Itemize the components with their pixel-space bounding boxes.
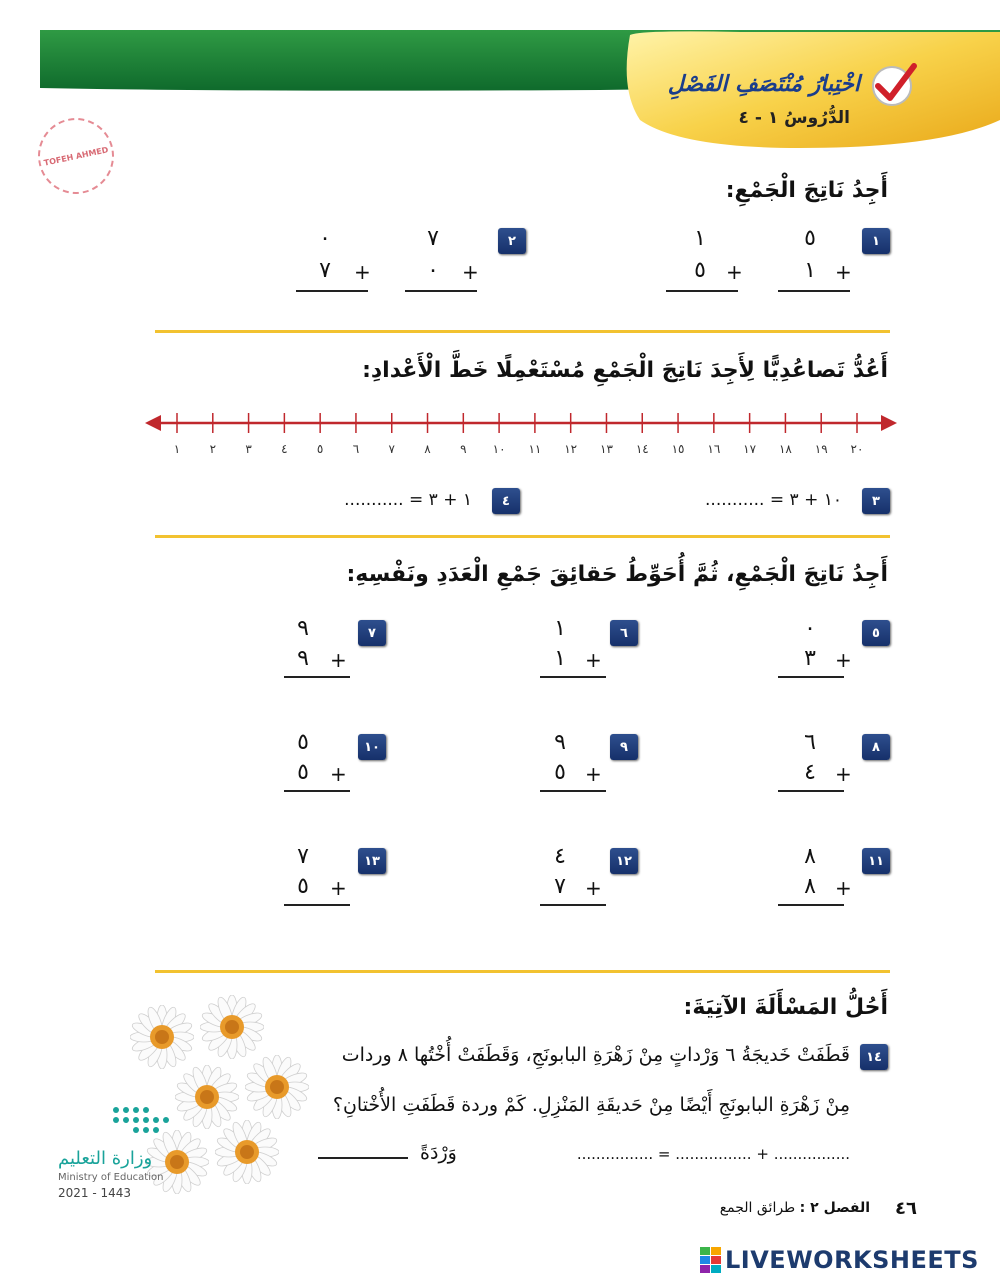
plus-sign: + (354, 260, 371, 284)
problem3-expression-text: ١٠ + ٣ = (769, 490, 842, 510)
problem-badge: ٣ (862, 488, 890, 514)
number-line-label: ٣ (245, 442, 252, 456)
page-number: ٤٦ (895, 1198, 917, 1219)
chapter-label (720, 1200, 870, 1216)
number-line-label: ٢٠ (850, 442, 864, 456)
word-problem-line1: قَطَفَتْ خَديجَةُ ٦ وَرْداتٍ مِنْ زَهْرَةِ البابونَجِ، وَقَطَفَتْ أُخْتُها ٨ وردات (341, 1044, 850, 1066)
answer-equals: = (657, 1145, 671, 1163)
unit-answer-line[interactable] (318, 1157, 408, 1159)
number-line-label: ١٧ (743, 442, 757, 456)
answer-line[interactable] (540, 904, 606, 906)
problem2-bottom-b: ٧ (319, 258, 331, 283)
plus-sign: + (726, 260, 743, 284)
number-line-label: ١٨ (778, 442, 792, 456)
answer-line[interactable] (778, 904, 844, 906)
problem-badge: ٧ (358, 620, 386, 646)
addend-bottom: ٥ (554, 760, 566, 785)
daisy-flower (245, 1055, 309, 1123)
problem4-expression (344, 490, 472, 510)
ministry-dots-icon (106, 1100, 196, 1140)
number-line-label: ٤ (281, 442, 288, 456)
answer-unit (318, 1142, 457, 1164)
addend-bottom: ٣ (804, 646, 816, 671)
number-line (145, 405, 905, 475)
addend-bottom: ٥ (297, 760, 309, 785)
ministry-arabic: وزارة التعليم (58, 1148, 153, 1169)
number-line-label: ١٠ (492, 442, 506, 456)
section4-heading: أَحُلُّ المَسْأَلَةَ الآتِيَةَ: (683, 995, 888, 1020)
answer-line[interactable] (540, 676, 606, 678)
problem-badge: ٨ (862, 734, 890, 760)
answer-line[interactable] (296, 290, 368, 292)
answer-line[interactable] (284, 676, 350, 678)
problem3-expression (705, 490, 842, 510)
daisy-flower (130, 1005, 194, 1073)
answer-line[interactable] (778, 790, 844, 792)
divider (155, 970, 890, 973)
watermark-logo-icon (700, 1247, 722, 1273)
problem-badge: ٦ (610, 620, 638, 646)
page-title: اخْتِبارُ مُنْتَصَفِ الفَصْلِ (667, 72, 860, 97)
addend-top: ٩ (297, 616, 309, 641)
number-line-label: ١ (173, 442, 181, 456)
number-line-label: ١٩ (814, 442, 828, 456)
answer-line[interactable] (540, 790, 606, 792)
problem-badge: ١ (862, 228, 890, 254)
answer-unit-text: وَرْدَةً (420, 1142, 457, 1164)
answer-blank-1[interactable]: ................ (773, 1145, 850, 1163)
answer-line[interactable] (284, 904, 350, 906)
addend-bottom: ٧ (554, 874, 566, 899)
addend-bottom: ٥ (297, 874, 309, 899)
daisy-flower (200, 995, 264, 1063)
plus-sign: + (585, 648, 602, 672)
plus-sign: + (585, 762, 602, 786)
addend-top: ١ (554, 616, 566, 641)
problem-badge: ١٢ (610, 848, 638, 874)
problem3-blank[interactable]: ........... (705, 490, 765, 510)
number-line-label: ١٥ (671, 442, 685, 456)
problem4-expression-text: ١ + ٣ = (409, 490, 472, 510)
addend-bottom: ٨ (804, 874, 816, 899)
problem1-bottom-a: ١ (804, 258, 816, 283)
answer-line[interactable] (284, 790, 350, 792)
chapter-title: طرائق الجمع (719, 1200, 796, 1216)
number-line-label: ١٤ (635, 442, 649, 456)
problem-badge: ٥ (862, 620, 890, 646)
problem2-bottom-a: ٠ (427, 258, 439, 283)
ministry-english: Ministry of Education (58, 1172, 164, 1183)
problem-badge: ١٣ (358, 848, 386, 874)
problem1-top-a: ٥ (804, 226, 816, 251)
number-line-label: ٢ (209, 442, 217, 456)
number-line-label: ٩ (460, 442, 467, 456)
section3-heading: أَجِدُ نَاتِجَ الْجَمْعِ، ثُمَّ أُحَوِّطُ حَقائِقَ جَمْعِ الْعَدَدِ ونَفْسِهِ: (346, 562, 888, 587)
number-line-label: ٧ (388, 442, 395, 456)
addend-top: ٤ (554, 844, 566, 869)
number-line-label: ١١ (528, 442, 542, 456)
number-line-label: ١٢ (564, 442, 578, 456)
addend-top: ٥ (297, 730, 309, 755)
number-line-label: ١٣ (600, 442, 613, 456)
problem2-top-a: ٧ (427, 226, 439, 251)
answer-line[interactable] (778, 676, 844, 678)
addend-top: ٨ (804, 844, 816, 869)
daisy-flower (215, 1120, 279, 1188)
answer-blank-2[interactable]: ................ (675, 1145, 752, 1163)
problem-badge: ٤ (492, 488, 520, 514)
answer-line[interactable] (405, 290, 477, 292)
addend-bottom: ٩ (297, 646, 309, 671)
plus-sign: + (330, 762, 347, 786)
problem-badge: ١٠ (358, 734, 386, 760)
watermark (700, 1245, 979, 1275)
ministry-year: 2021 - 1443 (58, 1186, 132, 1200)
plus-sign: + (585, 876, 602, 900)
problem-badge: ٢ (498, 228, 526, 254)
addend-top: ٦ (804, 730, 816, 755)
number-line-label: ٥ (316, 442, 324, 456)
problem1-top-b: ١ (694, 226, 706, 251)
divider (155, 535, 890, 538)
word-problem-line2: مِنْ زَهْرَةِ البابونَجِ أَيْضًا مِنْ حَديقَةِ المَنْزِلِ. كَمْ وردة قَطَفَتِ الأُخْتانِ؟ (332, 1094, 850, 1116)
problem-badge: ١٤ (860, 1044, 888, 1070)
problem4-blank[interactable]: ........... (344, 490, 404, 510)
answer-equation (577, 1145, 850, 1163)
answer-line[interactable] (778, 290, 850, 292)
lessons-label: الدُّرُوسُ ١ - ٤ (738, 108, 850, 128)
problem2-top-b: ٠ (319, 226, 331, 251)
section1-heading: أَجِدُ نَاتِجَ الْجَمْعِ: (725, 178, 888, 203)
section2-heading: أَعُدُّ تَصاعُدِيًّا لِأَجِدَ نَاتِجَ الْجَمْعِ مُسْتَعْمِلًا خَطَّ الْأَعْدادِ: (362, 358, 888, 383)
answer-line[interactable] (666, 290, 738, 292)
addend-bottom: ١ (554, 646, 566, 671)
addend-bottom: ٤ (804, 760, 816, 785)
number-line-label: ٨ (424, 442, 431, 456)
stamp-text: TOFEH AHMED (42, 144, 110, 168)
plus-sign: + (835, 260, 852, 284)
problem1-bottom-b: ٥ (694, 258, 706, 283)
addend-top: ٠ (804, 616, 816, 641)
plus-sign: + (330, 648, 347, 672)
problem-badge: ١١ (862, 848, 890, 874)
number-line-label: ١٦ (707, 442, 721, 456)
checkmark-icon (870, 60, 918, 108)
number-line-label: ٦ (352, 442, 360, 456)
answer-plus: + (756, 1145, 769, 1163)
plus-sign: + (835, 762, 852, 786)
ministry-logo (58, 1100, 198, 1200)
watermark-text: LIVEWORKSHEETS (725, 1246, 979, 1274)
problem-badge: ٩ (610, 734, 638, 760)
plus-sign: + (835, 648, 852, 672)
chapter-number: الفصل ٢ : (799, 1200, 870, 1216)
plus-sign: + (462, 260, 479, 284)
divider (155, 330, 890, 333)
addend-top: ٧ (297, 844, 309, 869)
answer-blank-3[interactable]: ................ (576, 1145, 654, 1163)
plus-sign: + (835, 876, 852, 900)
plus-sign: + (330, 876, 347, 900)
addend-top: ٩ (554, 730, 566, 755)
